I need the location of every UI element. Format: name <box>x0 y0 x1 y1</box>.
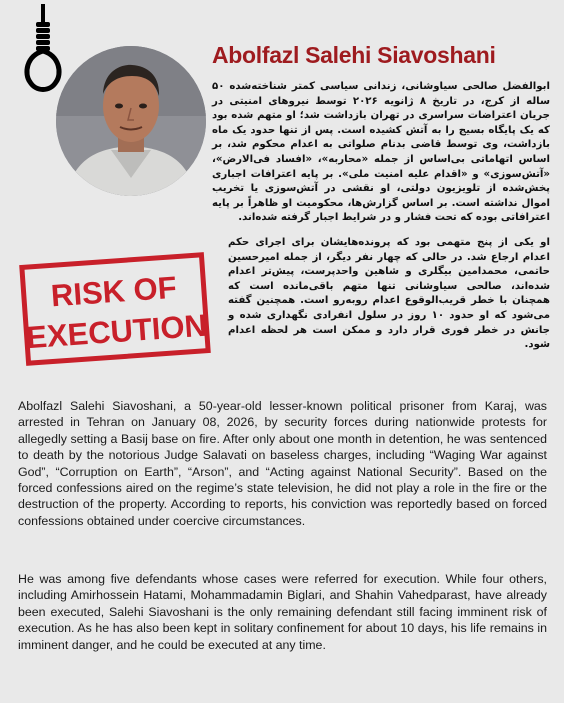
noose-icon <box>20 4 66 92</box>
risk-of-execution-stamp <box>19 252 212 367</box>
persian-paragraph-1: ابوالفضل صالحی سیاوشانی، زندانی سیاسی کمتر شناخته‌شده ۵۰ ساله از کرج، در تاریخ ۸ ژانویه ۲۰۲۶ توسط نیروهای امنیتی در جریان اعتراضات سراسری در تهران بازداشت شد؛ او متهم شده بود که یک پایگاه بسیج را به آتش کشیده است. پس از تنها حدود یک ماه بازداشت، وی توسط قاضی بدنام صلواتی به اعدام محکوم شد، بر اساس اتهاماتی بی‌اساس از جمله «محاربه»، «افساد فی‌الارض»، «آتش‌سوزی» و «اقدام علیه امنیت ملی». بر پایه اعترافات اجباری پخش‌شده از تلویزیون دولتی، او نقشی در آتش‌سوزی یا تخریب اموال نداشته است. بر اساس گزارش‌ها، محکومیت او ظاهراً بر پایه اعترافاتی بوده که تحت فشار و در شرایط اجبار گرفته شده‌اند. <box>212 81 551 224</box>
persian-paragraph-2: او یکی از پنج متهمی بود که پرونده‌هایشان برای اجرای حکم اعدام ارجاع شد. در حالی که چهار نفر دیگر، از جمله امیرحسین حاتمی، محمدامین بیگلری و شاهین واحدپرست، پیش‌تر اعدام شده‌اند، صالحی سیاوشانی تنها متهم باقی‌مانده است که همچنان با خطر قریب‌الوقوع اعدام روبه‌رو است. همچنین گفته می‌شود که او حدود ۱۰ روز در سلول انفرادی نگهداری شده و جانش در خطر فوری قرار دارد و ممکن است هر لحظه اعدام شود. <box>228 237 551 351</box>
person-name-title: Abolfazl Salehi Siavoshani <box>212 42 496 68</box>
stamp-line-2: EXECUTION <box>25 307 208 356</box>
stamp-line-1: RISK OF <box>49 269 178 314</box>
english-paragraph-2: He was among five defendants whose cases were referred for execution. While four others, including Amirhossein Hatami, Mohammadamin Biglari, and Shahin Vahedparast, have already been executed, Salehi Siavoshani is the only remaining defendant still facing imminent risk of execution. As he has also been kept in solitary confinement for about 10 days, his life remains in imminent danger, and he could be executed at any time. <box>18 572 547 652</box>
portrait-photo <box>56 46 206 196</box>
english-paragraph-1: Abolfazl Salehi Siavoshani, a 50-year-old lesser-known political prisoner from Karaj, was arrested in Tehran on January 08, 2026, by security forces during nationwide protests for allegedly setting a Basij base on fire. After only about one month in detention, he was sentenced to death by the notorious Judge Salavati on baseless charges, including “Waging War against God”, “Corruption on Earth”, “Arson”, and “Acting against National Security”. Based on the forced confessions aired on the regime’s state television, he did not play a role in the fire or the destruction of the property. According to reports, his conviction was reportedly based on forced confessions obtained under coercive circumstances. <box>18 399 547 528</box>
